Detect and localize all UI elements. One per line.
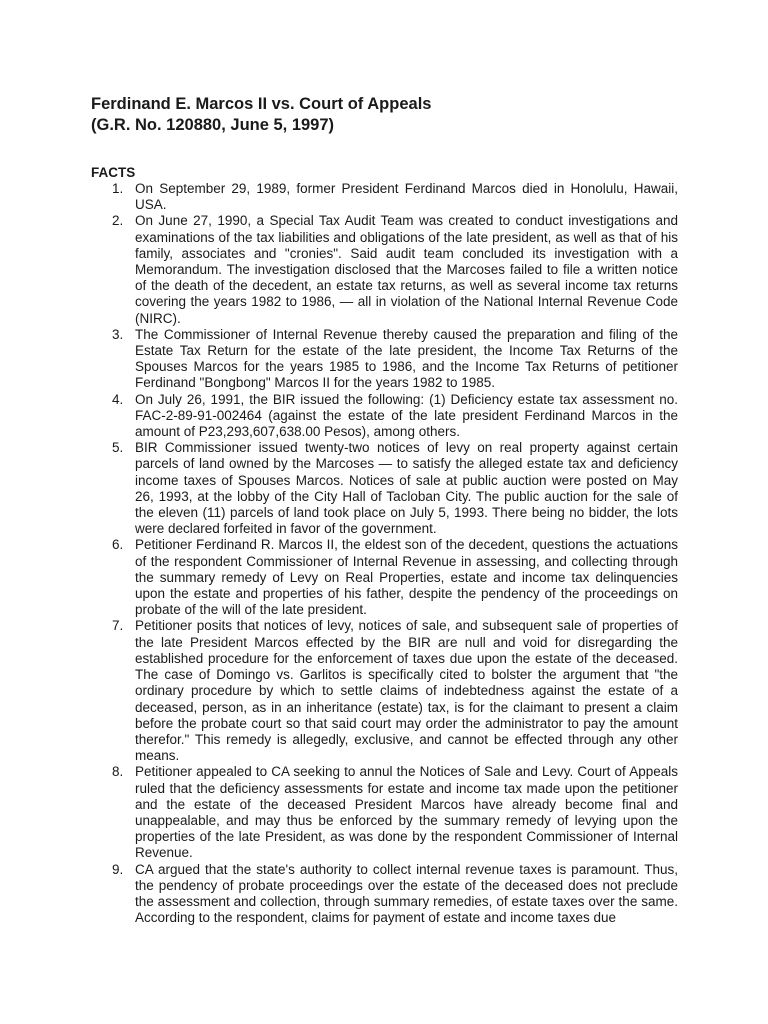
fact-text: CA argued that the state's authority to collect internal revenue taxes is paramount. Thus, the pendency of probate proceedings over the estate of the deceased does not preclude the assessment and collection, through summary remedies, of estate taxes over the same. According to the respondent, claims for payment of estate and income taxes due [135, 861, 678, 926]
fact-item-2 [91, 213, 678, 326]
fact-item-8 [91, 764, 678, 861]
fact-text: BIR Commissioner issued twenty-two notices of levy on real property against certain parcels of land owned by the Marcoses — to satisfy the alleged estate tax and deficiency income taxes of Spouses Marcos. Notices of sale at public auction were posted on May 26, 1993, at the lobby of the City Hall of Tacloban City. The public auction for the sale of the eleven (11) parcels of land took place on July 5, 1993. There being no bidder, the lots were declared forfeited in favor of the government. [135, 440, 678, 537]
fact-item-1 [91, 181, 678, 213]
fact-number: 9. [112, 861, 124, 877]
fact-number: 2. [112, 213, 124, 229]
fact-item-7 [91, 618, 678, 764]
fact-item-3 [91, 327, 678, 392]
facts-heading: FACTS [91, 165, 136, 180]
fact-item-4 [91, 392, 678, 441]
fact-number: 7. [112, 618, 124, 634]
case-title-line-2: (G.R. No. 120880, June 5, 1997) [91, 116, 335, 134]
fact-number: 3. [112, 326, 124, 342]
document-page [91, 94, 678, 926]
fact-text: The Commissioner of Internal Revenue thereby caused the preparation and filing of the Estate Tax Return for the estate of the late president, the Income Tax Returns of the Spouses Marcos for the years 1985 to 1986, and the Income Tax Returns of petitioner Ferdinand "Bongbong" Marcos II for the years 1982 to 1985. [135, 326, 678, 391]
fact-text: Petitioner Ferdinand R. Marcos II, the eldest son of the decedent, questions the actuations of the respondent Commissioner of Internal Revenue in assessing, and collecting through the summary remedy of Levy on Real Properties, estate and income tax delinquencies upon the estate and properties of his father, despite the pendency of the proceedings on probate of the will of the late president. [135, 537, 678, 618]
fact-number: 6. [112, 537, 124, 553]
fact-item-6 [91, 537, 678, 618]
fact-text: On June 27, 1990, a Special Tax Audit Team was created to conduct investigations and examinations of the tax liabilities and obligations of the late president, as well as that of his family, associates and "cronies". Said audit team concluded its investigation with a Memorandum. The investigation disclosed that the Marcoses failed to file a written notice of the death of the decedent, an estate tax returns, as well as several income tax returns covering the years 1982 to 1986, — all in violation of the National Internal Revenue Code (NIRC). [135, 213, 678, 326]
fact-text: Petitioner appealed to CA seeking to annul the Notices of Sale and Levy. Court of Appeals ruled that the deficiency assessments for estate and income tax made upon the petitioner and the estate of the deceased President Marcos have already become final and unappealable, and may thus be enforced by the summary remedy of levying upon the properties of the late President, as was done by the respondent Commissioner of Internal Revenue. [135, 764, 678, 861]
fact-text: On July 26, 1991, the BIR issued the following: (1) Deficiency estate tax assessment no. FAC-2-89-91-002464 (against the estate of the late president Ferdinand Marcos in the amount of P23,293,607,638.00 Pesos), among others. [135, 391, 678, 440]
case-title-line-1: Ferdinand E. Marcos II vs. Court of Appeals [91, 95, 432, 113]
fact-number: 5. [112, 440, 124, 456]
case-title [91, 94, 678, 136]
fact-number: 1. [112, 181, 124, 196]
fact-item-5 [91, 440, 678, 537]
fact-number: 4. [112, 391, 124, 407]
fact-text: Petitioner posits that notices of levy, notices of sale, and subsequent sale of properties of the late President Marcos effected by the BIR are null and void for disregarding the established procedure for the enforcement of taxes due upon the estate of the deceased. The case of Domingo vs. Garlitos is specifically cited to bolster the argument that "the ordinary procedure by which to settle claims of indebtedness against the estate of a deceased, person, as in an inheritance (estate) tax, is for the claimant to present a claim before the probate court so that said court may order the administrator to pay the amount therefor." This remedy is allegedly, exclusive, and cannot be effected through any other means. [135, 618, 678, 764]
fact-item-9 [91, 862, 678, 927]
fact-number: 8. [112, 764, 124, 780]
fact-text: On September 29, 1989, former President Ferdinand Marcos died in Honolulu, Hawaii, USA. [135, 181, 678, 213]
facts-list [91, 181, 678, 926]
